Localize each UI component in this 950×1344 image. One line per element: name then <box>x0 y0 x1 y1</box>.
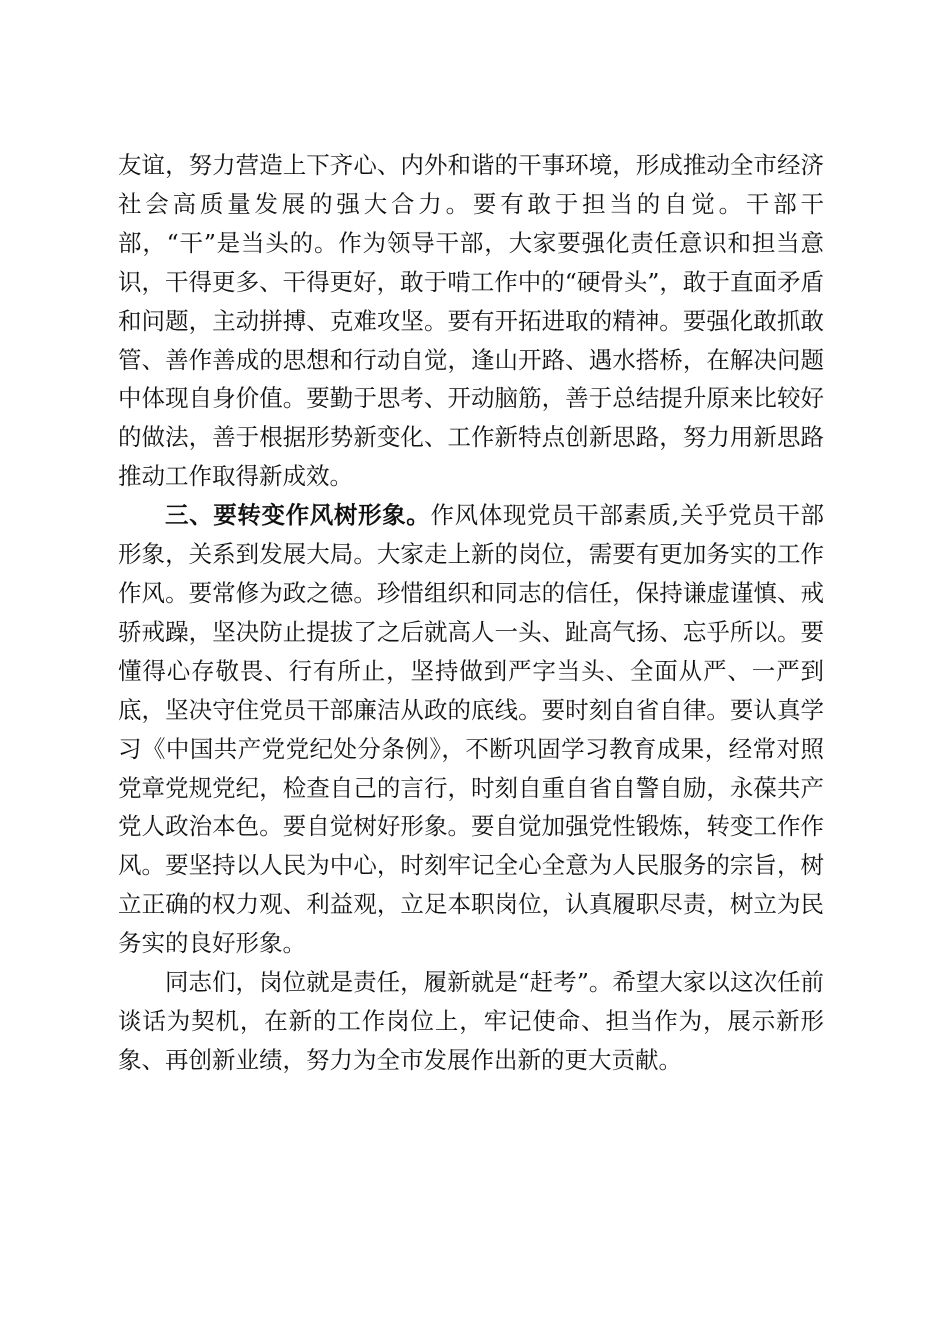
paragraph-text: 作风体现党员干部素质,关乎党员干部形象，关系到发展大局。大家走上新的岗位，需要有更加务实的工作作风。要常修为政之德。珍惜组织和同志的信任，保持谦虚谨慎、戒骄戒躁，坚决防止提拔了之后就高人一头、趾高气扬、忘乎所以。要懂得心存敬畏、行有所止，坚持做到严字当头、全面从严、一严到底，坚决守住党员干部廉洁从政的底线。要时刻自省自律。要认真学习《中国共产党党纪处分条例》，不断巩固学习教育成果，经常对照党章党规党纪，检查自己的言行，时刻自重自省自警自励，永葆共产党人政治本色。要自觉树好形象。要自觉加强党性锻炼，转变工作作风。要坚持以人民为中心，时刻牢记全心全意为人民服务的宗旨，树立正确的权力观、利益观，立足本职岗位，认真履职尽责，树立为民务实的良好形象。 <box>118 501 824 958</box>
paragraph-continuation <box>118 146 824 496</box>
paragraph-section-three <box>118 496 824 963</box>
document-body <box>118 146 824 1080</box>
section-heading: 三、要转变作风树形象。 <box>165 501 431 530</box>
paragraph-text: 同志们，岗位就是责任，履新就是“赶考”。希望大家以这次任前谈话为契机，在新的工作岗位上，牢记使命、担当作为，展示新形象、再创新业绩，努力为全市发展作出新的更大贡献。 <box>118 968 824 1074</box>
paragraph-text: 友谊，努力营造上下齐心、内外和谐的干事环境，形成推动全市经济社会高质量发展的强大合力。要有敢于担当的自觉。干部干部，“干”是当头的。作为领导干部，大家要强化责任意识和担当意识，干得更多、干得更好，敢于啃工作中的“硬骨头”，敢于直面矛盾和问题，主动拼搏、克难攻坚。要有开拓进取的精神。要强化敢抓敢管、善作善成的思想和行动自觉，逢山开路、遇水搭桥，在解决问题中体现自身价值。要勤于思考、开动脑筋，善于总结提升原来比较好的做法，善于根据形势新变化、工作新特点创新思路，努力用新思路推动工作取得新成效。 <box>118 151 824 491</box>
paragraph-closing <box>118 963 824 1080</box>
